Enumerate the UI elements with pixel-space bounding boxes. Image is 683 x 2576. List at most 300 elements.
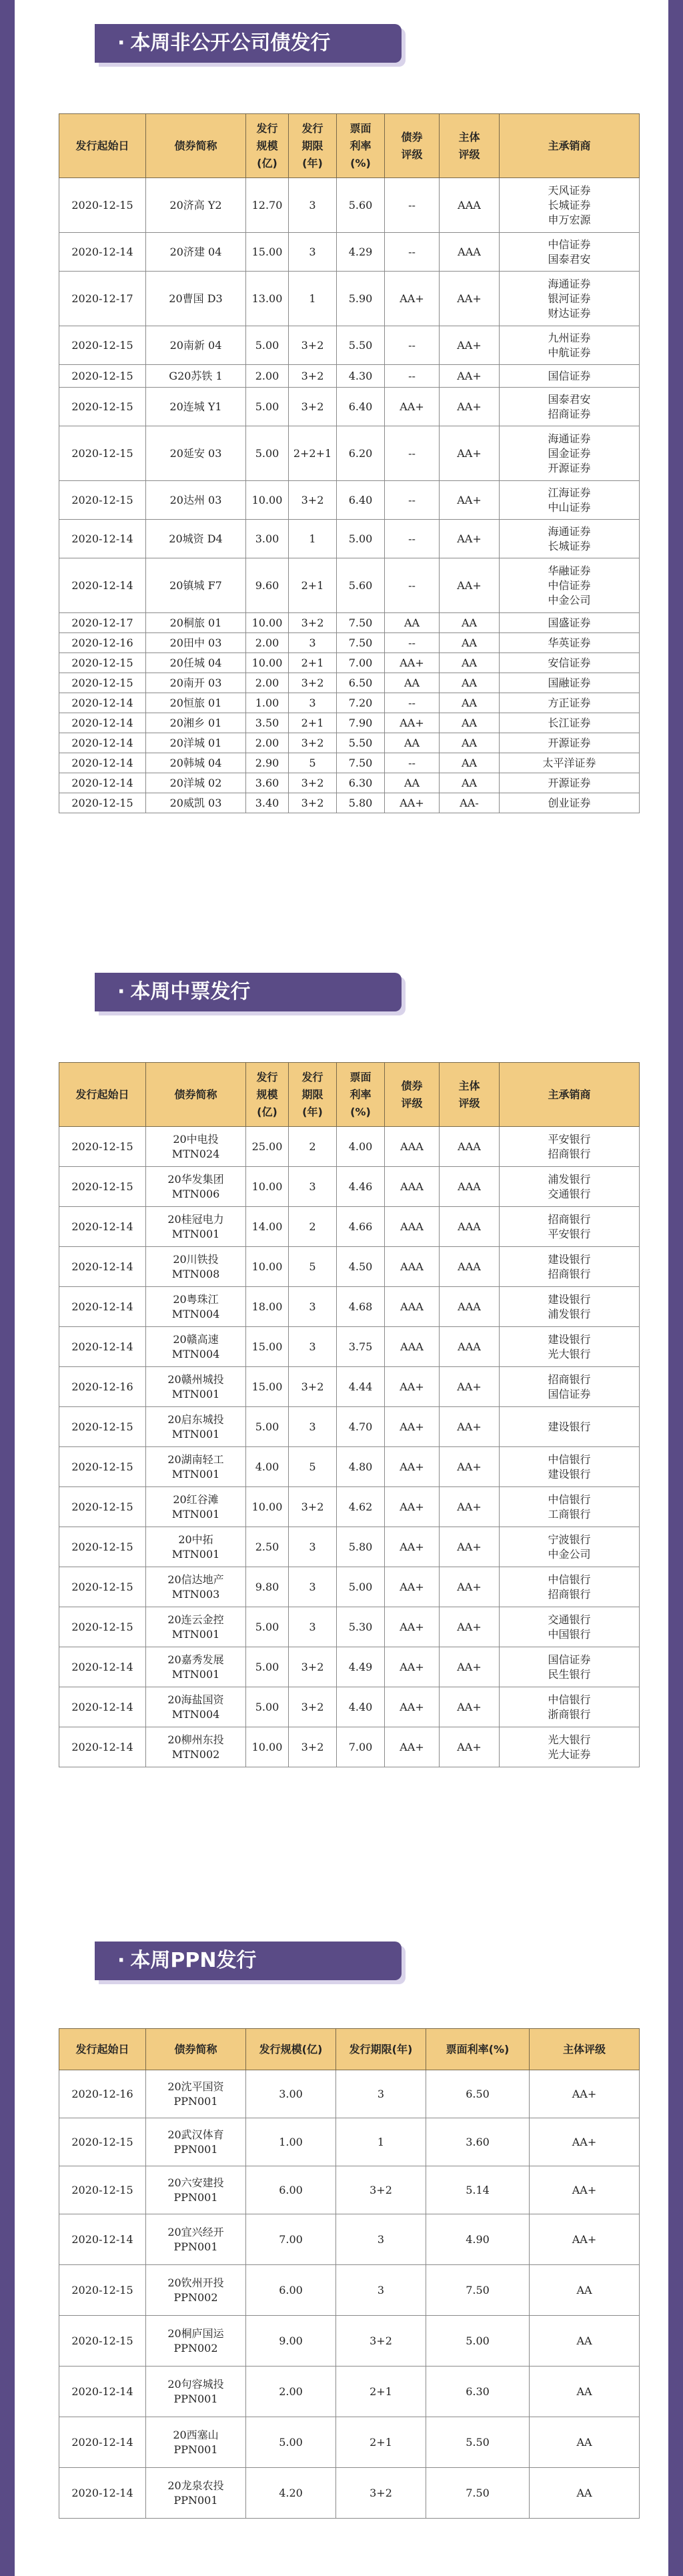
table-row (59, 733, 640, 753)
table-cell: -- (385, 426, 440, 481)
table-cell: 浦发银行 交通银行 (500, 1167, 640, 1207)
table-row (59, 1287, 640, 1327)
table-row (59, 1727, 640, 1767)
table-cell: 20任城 04 (146, 653, 246, 673)
table-row (59, 1207, 640, 1247)
table-cell: AA+ (440, 1647, 500, 1687)
table-cell: 5.14 (426, 2166, 530, 2214)
table-cell: 15.00 (246, 1327, 289, 1367)
table-cell: 2020-12-15 (59, 793, 146, 813)
table-cell: 2020-12-15 (59, 2118, 146, 2166)
table-cell: 2020-12-14 (59, 1727, 146, 1767)
table-cell: 7.50 (426, 2468, 530, 2519)
table-cell: 7.20 (337, 693, 385, 713)
table-row (59, 2316, 640, 2367)
table-cell: 7.50 (426, 2265, 530, 2316)
column-header: 发行起始日 (59, 114, 146, 178)
table-cell: 5.00 (426, 2316, 530, 2367)
table-cell: 安信证券 (500, 653, 640, 673)
table-cell: AA+ (530, 2070, 640, 2118)
table-cell: 3 (289, 1327, 337, 1367)
left-border (0, 0, 15, 2576)
table-cell: AA+ (440, 365, 500, 388)
section-title-mtn (95, 973, 402, 1011)
mtn-table (59, 1062, 640, 1767)
table-cell: 6.40 (337, 481, 385, 520)
table-cell: 2020-12-15 (59, 481, 146, 520)
table-row (59, 2265, 640, 2316)
table-row (59, 633, 640, 653)
table-cell: 20赣高速 MTN004 (146, 1327, 246, 1367)
table-cell: 建设银行 (500, 1407, 640, 1447)
column-header: 主承销商 (500, 114, 640, 178)
table-cell: AA+ (440, 1527, 500, 1567)
table-cell: 2.00 (246, 365, 289, 388)
table-cell: 20川铁投 MTN008 (146, 1247, 246, 1287)
column-header: 主体 评级 (440, 1063, 500, 1127)
table-cell: 20启东城投 MTN001 (146, 1407, 246, 1447)
table-cell: 5 (289, 753, 337, 773)
table-cell: 2020-12-14 (59, 1647, 146, 1687)
table-cell: AA (385, 733, 440, 753)
table-cell: 3 (289, 1607, 337, 1647)
table-cell: 1 (289, 272, 337, 326)
table-row (59, 2166, 640, 2214)
table-cell: AAA (385, 1127, 440, 1167)
table-cell: 3+2 (336, 2316, 426, 2367)
table-cell: AA (440, 773, 500, 793)
table-row (59, 1647, 640, 1687)
table-cell: 开源证券 (500, 733, 640, 753)
table-cell: 3.50 (246, 713, 289, 733)
table-cell: 2020-12-14 (59, 733, 146, 753)
table-cell: AA+ (440, 1607, 500, 1647)
table-cell: AAA (440, 1207, 500, 1247)
table-cell: AA (440, 673, 500, 693)
table-row (59, 1687, 640, 1727)
table-cell: AAA (440, 233, 500, 272)
table-cell: AA+ (385, 713, 440, 733)
table-cell: AA (530, 2316, 640, 2367)
table-cell: 20威凯 03 (146, 793, 246, 813)
table-cell: 太平洋证券 (500, 753, 640, 773)
table-cell: AA+ (385, 1367, 440, 1407)
table-cell: 2020-12-14 (59, 2417, 146, 2468)
table-cell: AA+ (385, 1407, 440, 1447)
table-cell: AA (530, 2265, 640, 2316)
table-cell: 5.30 (337, 1607, 385, 1647)
table-row (59, 753, 640, 773)
table-cell: 1.00 (246, 693, 289, 713)
table-cell: 6.20 (337, 426, 385, 481)
table-cell: -- (385, 365, 440, 388)
table-cell: 2020-12-14 (59, 558, 146, 613)
table-cell: -- (385, 558, 440, 613)
table-cell: 2020-12-14 (59, 1247, 146, 1287)
table-cell: 10.00 (246, 1727, 289, 1767)
table-cell: 5 (289, 1447, 337, 1487)
table-cell: -- (385, 481, 440, 520)
table-row (59, 1367, 640, 1407)
table-cell: 20嘉秀发展 MTN001 (146, 1647, 246, 1687)
table-cell: 4.40 (337, 1687, 385, 1727)
section-title-private-bonds (95, 24, 402, 63)
table-cell: 3+2 (289, 1687, 337, 1727)
table-cell: 2020-12-15 (59, 388, 146, 426)
table-cell: 海通证券 长城证券 (500, 520, 640, 558)
table-cell: 国信证券 民生银行 (500, 1647, 640, 1687)
table-cell: 2020-12-15 (59, 1607, 146, 1647)
table-cell: 7.50 (337, 613, 385, 633)
table-cell: 3 (289, 633, 337, 653)
table-cell: 3+2 (336, 2468, 426, 2519)
table-cell: 2020-12-14 (59, 1207, 146, 1247)
table-cell: 9.00 (246, 2316, 336, 2367)
table-row (59, 613, 640, 633)
table-cell: 3+2 (289, 365, 337, 388)
table-cell: 2 (289, 1127, 337, 1167)
table-cell: 20连云金控 MTN001 (146, 1607, 246, 1647)
table-cell: -- (385, 178, 440, 233)
table-cell: 5.00 (337, 1567, 385, 1607)
table-cell: AA+ (385, 1687, 440, 1727)
table-row (59, 1167, 640, 1207)
table-cell: -- (385, 633, 440, 653)
column-header: 发行期限(年) (336, 2029, 426, 2070)
table-cell: 创业证券 (500, 793, 640, 813)
table-row (59, 2214, 640, 2265)
table-cell: 2020-12-15 (59, 1447, 146, 1487)
column-header: 债券简称 (146, 114, 246, 178)
table-cell: 20中电投 MTN024 (146, 1127, 246, 1167)
table-row (59, 2118, 640, 2166)
table-cell: AA+ (440, 1727, 500, 1767)
table-cell: AA (440, 713, 500, 733)
table-cell: 2020-12-15 (59, 2316, 146, 2367)
table-cell: 6.40 (337, 388, 385, 426)
table-cell: AA+ (385, 653, 440, 673)
table-cell: 宁波银行 中金公司 (500, 1527, 640, 1567)
table-cell: 2020-12-15 (59, 365, 146, 388)
table-cell: 5.00 (246, 426, 289, 481)
table-cell: 20句容城投 PPN001 (146, 2367, 246, 2417)
column-header: 票面 利率 (%) (337, 1063, 385, 1127)
private-bonds-table (59, 113, 640, 813)
table-cell: AA+ (440, 1407, 500, 1447)
bullet-dot-icon: · (117, 980, 125, 1003)
table-cell: AA+ (385, 1527, 440, 1567)
table-row (59, 773, 640, 793)
table-cell: 4.49 (337, 1647, 385, 1687)
table-cell: 6.30 (337, 773, 385, 793)
table-cell: 华融证券 中信证券 中金公司 (500, 558, 640, 613)
table-cell: 2020-12-17 (59, 613, 146, 633)
table-cell: 5.00 (246, 1607, 289, 1647)
right-border (668, 0, 683, 2576)
table-cell: 25.00 (246, 1127, 289, 1167)
table-cell: 20宜兴经开 PPN001 (146, 2214, 246, 2265)
ppn-table (59, 2028, 640, 2519)
table-cell: 3+2 (336, 2166, 426, 2214)
column-header: 债券 评级 (385, 114, 440, 178)
table-cell: AA+ (385, 1727, 440, 1767)
table-cell: 招商银行 平安银行 (500, 1207, 640, 1247)
table-cell: 5.50 (337, 326, 385, 365)
table-row (59, 2367, 640, 2417)
table-cell: 方正证券 (500, 693, 640, 713)
table-cell: AAA (385, 1207, 440, 1247)
table-cell: AA (385, 613, 440, 633)
table-cell: 2020-12-14 (59, 713, 146, 733)
table-cell: 20六安建投 PPN001 (146, 2166, 246, 2214)
table-row (59, 388, 640, 426)
table-row (59, 2070, 640, 2118)
table-cell: AAA (440, 1247, 500, 1287)
table-cell: 10.00 (246, 653, 289, 673)
table-cell: 20湖南轻工 MTN001 (146, 1447, 246, 1487)
section-title-ppn (95, 1942, 402, 1980)
table-cell: -- (385, 520, 440, 558)
table-cell: 15.00 (246, 233, 289, 272)
table-cell: 20洋城 01 (146, 733, 246, 753)
column-header: 债券简称 (146, 2029, 246, 2070)
table-cell: 3+2 (289, 613, 337, 633)
table-cell: 18.00 (246, 1287, 289, 1327)
table-row (59, 1487, 640, 1527)
table-cell: 国信证券 (500, 365, 640, 388)
table-cell: 4.62 (337, 1487, 385, 1527)
table-row (59, 1567, 640, 1607)
table-cell: 2020-12-14 (59, 693, 146, 713)
table-cell: AA+ (440, 558, 500, 613)
table-cell: 7.50 (337, 633, 385, 653)
table-cell: 国泰君安 招商证券 (500, 388, 640, 426)
table-row (59, 653, 640, 673)
table-cell: 7.00 (337, 653, 385, 673)
table-row (59, 426, 640, 481)
table-cell: 招商银行 国信证券 (500, 1367, 640, 1407)
table-cell: 2020-12-15 (59, 1487, 146, 1527)
column-header: 主承销商 (500, 1063, 640, 1127)
table-cell: 5.00 (337, 520, 385, 558)
table-cell: AA+ (385, 1647, 440, 1687)
table-cell: 4.70 (337, 1407, 385, 1447)
table-cell: 2020-12-14 (59, 753, 146, 773)
table-cell: AA+ (530, 2166, 640, 2214)
table-cell: 15.00 (246, 1367, 289, 1407)
table-cell: AA+ (385, 272, 440, 326)
table-cell: AA (440, 753, 500, 773)
table-cell: 2020-12-15 (59, 426, 146, 481)
table-cell: 3+2 (289, 773, 337, 793)
table-cell: 3 (289, 233, 337, 272)
table-cell: 4.90 (426, 2214, 530, 2265)
table-cell: AA+ (440, 1567, 500, 1607)
table-cell: AAA (385, 1247, 440, 1287)
table-cell: 10.00 (246, 1487, 289, 1527)
table-cell: 2020-12-15 (59, 1127, 146, 1167)
table-row (59, 793, 640, 813)
table-cell: 20桐旅 01 (146, 613, 246, 633)
table-cell: 3 (289, 1527, 337, 1567)
column-header: 发行 规模 (亿) (246, 114, 289, 178)
table-cell: 3+2 (289, 481, 337, 520)
table-cell: 2020-12-14 (59, 2468, 146, 2519)
table-cell: 交通银行 中国银行 (500, 1607, 640, 1647)
table-cell: 5.60 (337, 178, 385, 233)
table-cell: 3 (289, 1167, 337, 1207)
table-cell: 9.60 (246, 558, 289, 613)
table-cell: 2020-12-15 (59, 673, 146, 693)
table-cell: 2+1 (289, 558, 337, 613)
table-cell: 4.29 (337, 233, 385, 272)
table-cell: -- (385, 753, 440, 773)
table-cell: 3 (336, 2070, 426, 2118)
table-cell: 7.50 (337, 753, 385, 773)
table-cell: AA+ (440, 326, 500, 365)
table-cell: 20沈平国资 PPN001 (146, 2070, 246, 2118)
table-cell: 3 (289, 1407, 337, 1447)
table-cell: AA+ (385, 1607, 440, 1647)
table-row (59, 713, 640, 733)
table-cell: AAA (440, 1167, 500, 1207)
table-cell: 20韩城 04 (146, 753, 246, 773)
table-cell: 5.00 (246, 1647, 289, 1687)
column-header: 发行起始日 (59, 2029, 146, 2070)
table-row (59, 1407, 640, 1447)
table-cell: 12.70 (246, 178, 289, 233)
table-cell: 20镇城 F7 (146, 558, 246, 613)
section-title-text: 本周PPN发行 (130, 1949, 257, 1972)
table-cell: 4.30 (337, 365, 385, 388)
table-cell: 20延安 03 (146, 426, 246, 481)
table-cell: 20达州 03 (146, 481, 246, 520)
table-row (59, 673, 640, 693)
table-cell: 2 (289, 1207, 337, 1247)
table-cell: 20武汉体育 PPN001 (146, 2118, 246, 2166)
table-cell: 2.50 (246, 1527, 289, 1567)
table-cell: 2020-12-16 (59, 1367, 146, 1407)
table-cell: 2020-12-14 (59, 1327, 146, 1367)
table-cell: 20海盐国资 MTN004 (146, 1687, 246, 1727)
bullet-dot-icon: · (117, 1949, 125, 1972)
table-cell: 2020-12-17 (59, 272, 146, 326)
table-cell: 3+2 (289, 1487, 337, 1527)
table-cell: 2.00 (246, 733, 289, 753)
table-cell: AA+ (440, 1367, 500, 1407)
table-row (59, 520, 640, 558)
table-cell: 5.50 (337, 733, 385, 753)
table-cell: 6.50 (426, 2070, 530, 2118)
table-row (59, 1247, 640, 1287)
table-cell: 10.00 (246, 481, 289, 520)
table-row (59, 481, 640, 520)
table-cell: 20济建 04 (146, 233, 246, 272)
column-header: 债券 评级 (385, 1063, 440, 1127)
section-title-text: 本周非公开公司债发行 (130, 31, 331, 55)
table-cell: 2020-12-14 (59, 1687, 146, 1727)
table-cell: 20龙泉农投 PPN001 (146, 2468, 246, 2519)
table-cell: 1 (289, 520, 337, 558)
table-row (59, 2468, 640, 2519)
table-cell: 20华发集团 MTN006 (146, 1167, 246, 1207)
table-cell: 5.00 (246, 2417, 336, 2468)
table-cell: AA+ (440, 1447, 500, 1487)
table-cell: 20中拓 MTN001 (146, 1527, 246, 1567)
table-cell: 10.00 (246, 1167, 289, 1207)
table-cell: 4.50 (337, 1247, 385, 1287)
table-row (59, 1327, 640, 1367)
table-cell: 3 (289, 693, 337, 713)
table-cell: AA+ (440, 481, 500, 520)
table-cell: AA (440, 693, 500, 713)
table-cell: 5.00 (246, 388, 289, 426)
table-row (59, 1127, 640, 1167)
column-header: 发行 规模 (亿) (246, 1063, 289, 1127)
table-cell: 5.50 (426, 2417, 530, 2468)
table-cell: 2+1 (336, 2417, 426, 2468)
table-cell: 7.00 (246, 2214, 336, 2265)
table-cell: AA (440, 613, 500, 633)
table-cell: 5.80 (337, 793, 385, 813)
column-header: 票面利率(%) (426, 2029, 530, 2070)
column-header: 发行规模(亿) (246, 2029, 336, 2070)
column-header: 主体 评级 (440, 114, 500, 178)
table-cell: 2020-12-15 (59, 1167, 146, 1207)
section-title-text: 本周中票发行 (130, 980, 251, 1003)
table-cell: 20柳州东投 MTN002 (146, 1727, 246, 1767)
table-cell: 5.00 (246, 1407, 289, 1447)
table-cell: 20南开 03 (146, 673, 246, 693)
table-cell: 3+2 (289, 1647, 337, 1687)
table-cell: 2020-12-14 (59, 2367, 146, 2417)
table-cell: 九州证券 中航证券 (500, 326, 640, 365)
table-cell: 10.00 (246, 613, 289, 633)
table-cell: AA+ (385, 1487, 440, 1527)
table-cell: 1.00 (246, 2118, 336, 2166)
table-cell: AAA (385, 1167, 440, 1207)
table-cell: AA (385, 673, 440, 693)
table-row (59, 1607, 640, 1647)
table-cell: 华英证券 (500, 633, 640, 653)
table-cell: 20南新 04 (146, 326, 246, 365)
table-cell: 5.90 (337, 272, 385, 326)
table-cell: 3+2 (289, 388, 337, 426)
table-cell: AA+ (440, 1487, 500, 1527)
table-cell: AA+ (440, 1687, 500, 1727)
table-cell: 光大银行 光大证券 (500, 1727, 640, 1767)
table-cell: 13.00 (246, 272, 289, 326)
table-cell: 2.90 (246, 753, 289, 773)
table-cell: 20红谷滩 MTN001 (146, 1487, 246, 1527)
table-cell: 中信银行 建设银行 (500, 1447, 640, 1487)
table-cell: 3 (336, 2265, 426, 2316)
table-cell: 2020-12-15 (59, 1527, 146, 1567)
table-cell: 20赣州城投 MTN001 (146, 1367, 246, 1407)
table-cell: 6.50 (337, 673, 385, 693)
table-cell: 2020-12-14 (59, 520, 146, 558)
table-cell: 5.60 (337, 558, 385, 613)
table-row (59, 1447, 640, 1487)
table-cell: 4.68 (337, 1287, 385, 1327)
table-cell: 20桂冠电力 MTN001 (146, 1207, 246, 1247)
table-cell: AA (440, 653, 500, 673)
table-cell: 3 (289, 1287, 337, 1327)
table-cell: 2020-12-14 (59, 773, 146, 793)
table-row (59, 1527, 640, 1567)
table-cell: AA (530, 2468, 640, 2519)
table-cell: 3+2 (289, 1367, 337, 1407)
